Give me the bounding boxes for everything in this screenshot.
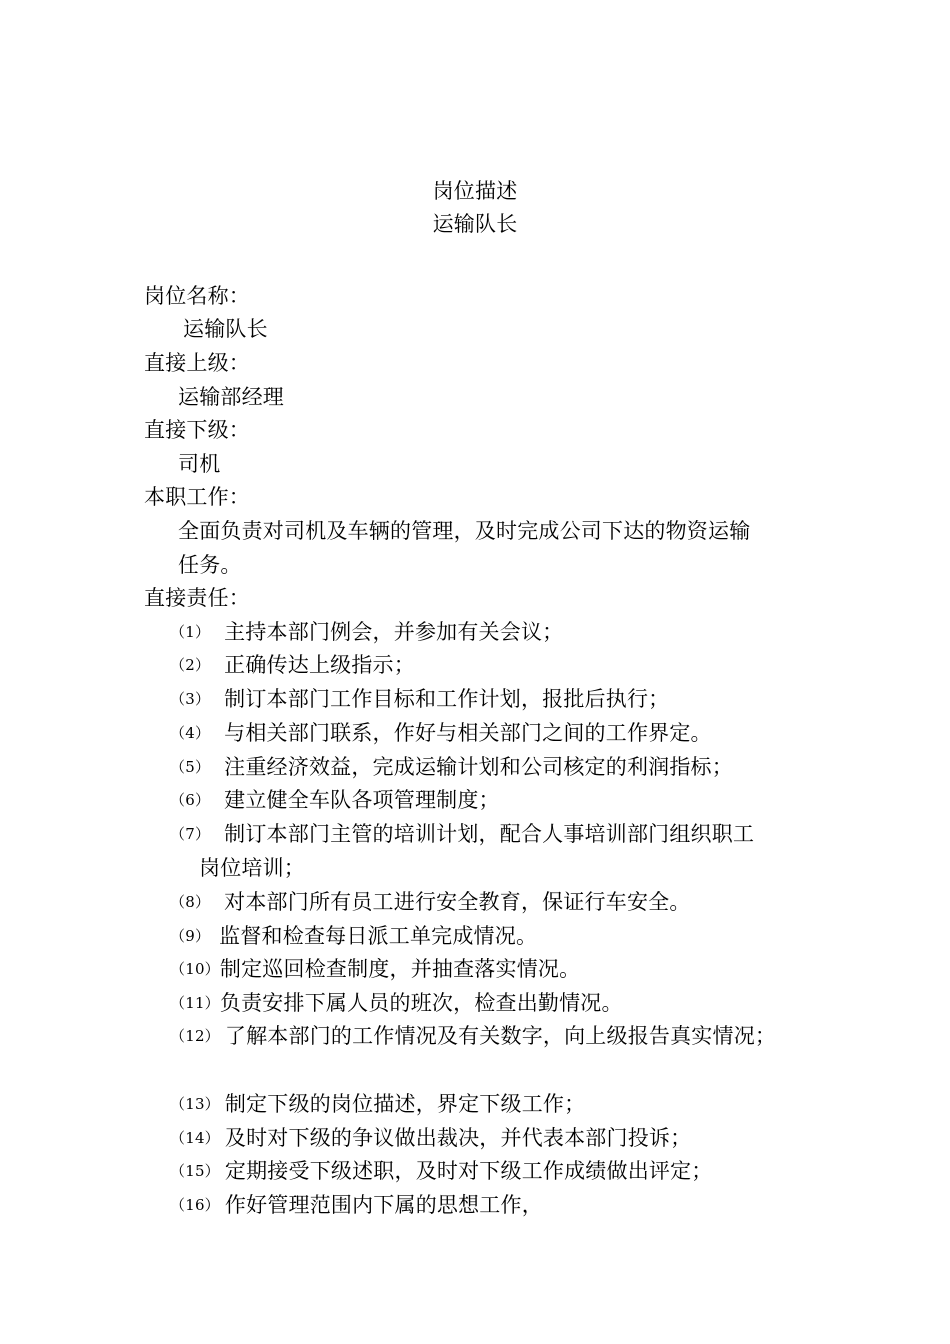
duty-text: 制订本部门工作目标和工作计划，报批后执行； [224, 687, 670, 711]
subordinate-label: 直接下级： [144, 418, 250, 442]
duty-text: 与相关部门联系，作好与相关部门之间的工作界定。 [224, 721, 712, 745]
duty-number: （1） [170, 623, 211, 641]
job-label: 本职工作： [144, 485, 250, 509]
duty-text: 制定下级的岗位描述，界定下级工作； [224, 1092, 586, 1116]
duty-number: （4） [170, 724, 211, 742]
duty-number: （10） [170, 960, 220, 978]
duty-item [170, 1090, 585, 1118]
duty-item [170, 1022, 776, 1050]
duty-item [170, 922, 537, 950]
duty-item [170, 820, 754, 848]
superior-label: 直接上级： [144, 351, 250, 375]
superior-value: 运输部经理 [178, 385, 284, 409]
position-name-value: 运输队长 [183, 317, 268, 341]
duty-text: 作好管理范围内下属的思想工作， [224, 1193, 543, 1217]
duty-number: （12） [170, 1027, 220, 1045]
duty-item [170, 989, 623, 1017]
duty-number: （2） [170, 656, 211, 674]
document-subtitle: 运输队长 [432, 212, 518, 236]
duty-number: （8） [170, 893, 211, 911]
duty-text: 定期接受下级述职，及时对下级工作成绩做出评定； [224, 1159, 713, 1183]
duty-text: 监督和检查每日派工单完成情况。 [219, 924, 538, 948]
duty-text: 主持本部门例会，并参加有关会议； [224, 620, 564, 644]
subordinate-value: 司机 [178, 452, 221, 476]
duty-item [170, 888, 691, 916]
duty-number: （5） [170, 758, 211, 776]
duty-text: 及时对下级的争议做出裁决，并代表本部门投诉； [224, 1126, 692, 1150]
duty-item [170, 1191, 543, 1219]
duty-item [170, 685, 669, 713]
duty-text: 注重经济效益，完成运输计划和公司核定的利润指标； [224, 755, 733, 779]
duty-item [170, 753, 733, 781]
duty-item [170, 719, 712, 747]
duty-text: 制订本部门主管的培训计划，配合人事培训部门组织职工 [224, 822, 755, 846]
duty-item-continuation: 岗位培训； [199, 856, 305, 880]
job-text-line-2: 任务。 [178, 553, 242, 577]
duty-text: 建立健全车队各项管理制度； [224, 788, 500, 812]
duty-item [170, 955, 580, 983]
duty-text: 了解本部门的工作情况及有关数字，向上级报告真实情况； [224, 1024, 777, 1048]
duty-number: （9） [170, 927, 211, 945]
duties-label: 直接责任： [144, 586, 250, 610]
duty-item [170, 1124, 691, 1152]
duty-item [170, 1157, 713, 1185]
document-title: 岗位描述 [432, 179, 518, 203]
duty-number: （16） [170, 1196, 220, 1214]
job-text-line-1: 全面负责对司机及车辆的管理，及时完成公司下达的物资运输 [178, 519, 751, 543]
duty-number: （11） [170, 994, 220, 1012]
duty-number: （3） [170, 690, 211, 708]
duty-text: 制定巡回检查制度，并抽查落实情况。 [219, 957, 581, 981]
duty-number: （14） [170, 1129, 220, 1147]
duty-number: （7） [170, 825, 211, 843]
position-name-label: 岗位名称： [144, 284, 250, 308]
duty-item [170, 651, 415, 679]
duty-number: （6） [170, 791, 211, 809]
duty-number: （13） [170, 1095, 220, 1113]
duty-item [170, 786, 500, 814]
duty-text: 负责安排下属人员的班次，检查出勤情况。 [219, 991, 623, 1015]
duty-number: （15） [170, 1162, 220, 1180]
duty-text: 对本部门所有员工进行安全教育，保证行车安全。 [224, 890, 691, 914]
duty-item [170, 618, 563, 646]
duty-text: 正确传达上级指示； [224, 653, 415, 677]
